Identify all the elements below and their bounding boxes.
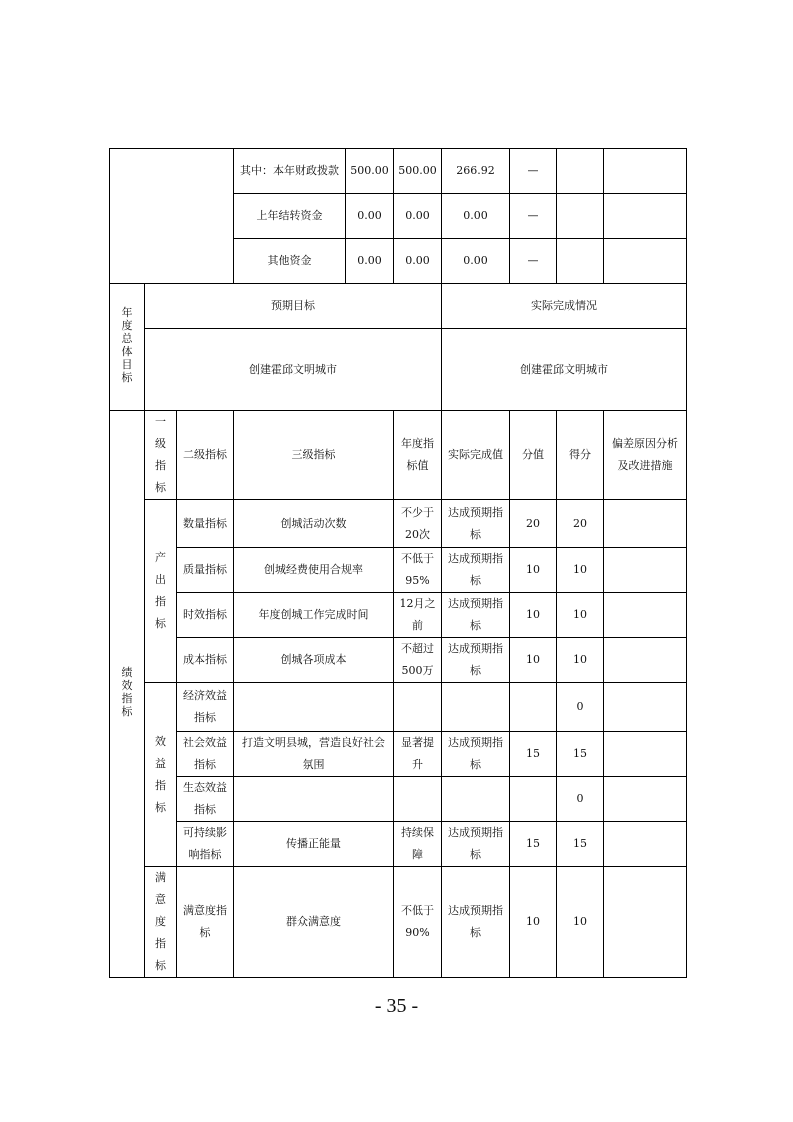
funding-value: 266.92 <box>442 149 510 194</box>
level2-cell: 数量指标 <box>177 500 234 548</box>
level3-cell: 年度创城工作完成时间 <box>234 593 394 638</box>
actual-value-cell: 达成预期指标 <box>442 822 510 867</box>
funding-blank <box>604 149 687 194</box>
actual-value-cell: 达成预期指标 <box>442 593 510 638</box>
indicator-row <box>110 638 687 683</box>
funding-value: 0.00 <box>394 239 442 284</box>
actual-value-cell: 达成预期指标 <box>442 638 510 683</box>
funding-blank <box>604 239 687 284</box>
level3-cell: 创城经费使用合规率 <box>234 548 394 593</box>
funding-label: 其他资金 <box>234 239 346 284</box>
level2-cell: 成本指标 <box>177 638 234 683</box>
annual-value-cell <box>394 777 442 822</box>
indicator-row <box>110 732 687 777</box>
actual-value-header: 实际完成值 <box>442 411 510 500</box>
deviation-cell <box>604 867 687 978</box>
level2-cell: 社会效益指标 <box>177 732 234 777</box>
annual-value-cell: 不低于90% <box>394 867 442 978</box>
score-cell: 10 <box>557 593 604 638</box>
funding-rate: — <box>510 149 557 194</box>
actual-value-cell: 达成预期指标 <box>442 867 510 978</box>
score-weight-cell: 10 <box>510 593 557 638</box>
score-weight-cell: 10 <box>510 548 557 593</box>
funding-rate: — <box>510 194 557 239</box>
funding-label: 其中：本年财政拨款 <box>234 149 346 194</box>
deviation-cell <box>604 777 687 822</box>
indicator-row <box>110 500 687 548</box>
level3-cell: 群众满意度 <box>234 867 394 978</box>
deviation-cell <box>604 732 687 777</box>
funding-blank <box>557 194 604 239</box>
indicator-header-row <box>110 411 687 500</box>
funding-value: 0.00 <box>394 194 442 239</box>
annual-value-cell: 不超过500万 <box>394 638 442 683</box>
score-cell: 10 <box>557 867 604 978</box>
actual-value-cell: 达成预期指标 <box>442 500 510 548</box>
level2-cell: 经济效益指标 <box>177 683 234 732</box>
funding-rate: — <box>510 239 557 284</box>
page-number: - 35 - <box>374 995 419 1017</box>
satisfaction-group-label: 满意度指标 <box>145 867 177 978</box>
level3-cell: 传播正能量 <box>234 822 394 867</box>
score-weight-header: 分值 <box>510 411 557 500</box>
indicator-row <box>110 683 687 732</box>
score-weight-cell <box>510 683 557 732</box>
score-weight-cell: 15 <box>510 732 557 777</box>
annual-value-header: 年度指标值 <box>394 411 442 500</box>
level2-header: 二级指标 <box>177 411 234 500</box>
benefit-group-label: 效益指标 <box>145 683 177 867</box>
funding-value: 500.00 <box>394 149 442 194</box>
actual-value-cell: 达成预期指标 <box>442 548 510 593</box>
actual-value-cell <box>442 777 510 822</box>
level3-cell <box>234 777 394 822</box>
level3-cell: 创城各项成本 <box>234 638 394 683</box>
score-weight-cell: 20 <box>510 500 557 548</box>
score-cell: 20 <box>557 500 604 548</box>
indicator-row <box>110 822 687 867</box>
level3-cell <box>234 683 394 732</box>
expected-goal-header: 预期目标 <box>145 284 442 329</box>
funding-value: 0.00 <box>442 194 510 239</box>
funding-value: 0.00 <box>442 239 510 284</box>
actual-value-cell: 达成预期指标 <box>442 732 510 777</box>
indicator-row <box>110 593 687 638</box>
score-cell: 10 <box>557 638 604 683</box>
deviation-cell <box>604 638 687 683</box>
output-group-label: 产出指标 <box>145 500 177 683</box>
score-cell: 0 <box>557 683 604 732</box>
score-header: 得分 <box>557 411 604 500</box>
annual-value-cell: 显著提升 <box>394 732 442 777</box>
score-cell: 0 <box>557 777 604 822</box>
level2-cell: 可持续影响指标 <box>177 822 234 867</box>
deviation-cell <box>604 548 687 593</box>
funding-value: 0.00 <box>346 194 394 239</box>
funding-blank <box>557 239 604 284</box>
indicator-row <box>110 777 687 822</box>
deviation-cell <box>604 593 687 638</box>
funding-blank <box>604 194 687 239</box>
deviation-cell <box>604 500 687 548</box>
level2-cell: 生态效益指标 <box>177 777 234 822</box>
actual-completion-header: 实际完成情况 <box>442 284 687 329</box>
score-cell: 10 <box>557 548 604 593</box>
funding-label: 上年结转资金 <box>234 194 346 239</box>
expected-goal-text: 创建霍邱文明城市 <box>145 329 442 411</box>
indicator-row <box>110 548 687 593</box>
deviation-cell <box>604 683 687 732</box>
level3-cell: 创城活动次数 <box>234 500 394 548</box>
annual-value-cell <box>394 683 442 732</box>
score-weight-cell: 15 <box>510 822 557 867</box>
deviation-cell <box>604 822 687 867</box>
level2-cell: 质量指标 <box>177 548 234 593</box>
actual-value-cell <box>442 683 510 732</box>
annual-value-cell: 持续保障 <box>394 822 442 867</box>
funding-value: 500.00 <box>346 149 394 194</box>
actual-completion-text: 创建霍邱文明城市 <box>442 329 687 411</box>
score-cell: 15 <box>557 732 604 777</box>
annual-goal-side-label: 年度总体目标 <box>110 284 145 411</box>
funding-blank-cell <box>110 149 234 284</box>
annual-goal-content-row <box>110 329 687 411</box>
level1-header: 一级指标 <box>145 411 177 500</box>
score-weight-cell: 10 <box>510 638 557 683</box>
level2-cell: 时效指标 <box>177 593 234 638</box>
performance-evaluation-table <box>109 148 687 978</box>
indicator-row <box>110 867 687 978</box>
performance-side-label: 绩效指标 <box>110 411 145 978</box>
annual-goal-header-row <box>110 284 687 329</box>
level3-header: 三级指标 <box>234 411 394 500</box>
annual-value-cell: 不少于20次 <box>394 500 442 548</box>
score-weight-cell: 10 <box>510 867 557 978</box>
funding-row <box>110 149 687 194</box>
score-cell: 15 <box>557 822 604 867</box>
score-weight-cell <box>510 777 557 822</box>
annual-value-cell: 不低于95% <box>394 548 442 593</box>
funding-value: 0.00 <box>346 239 394 284</box>
funding-blank <box>557 149 604 194</box>
level3-cell: 打造文明县城，营造良好社会氛围 <box>234 732 394 777</box>
level2-cell: 满意度指标 <box>177 867 234 978</box>
deviation-header: 偏差原因分析及改进措施 <box>604 411 687 500</box>
annual-value-cell: 12月之前 <box>394 593 442 638</box>
